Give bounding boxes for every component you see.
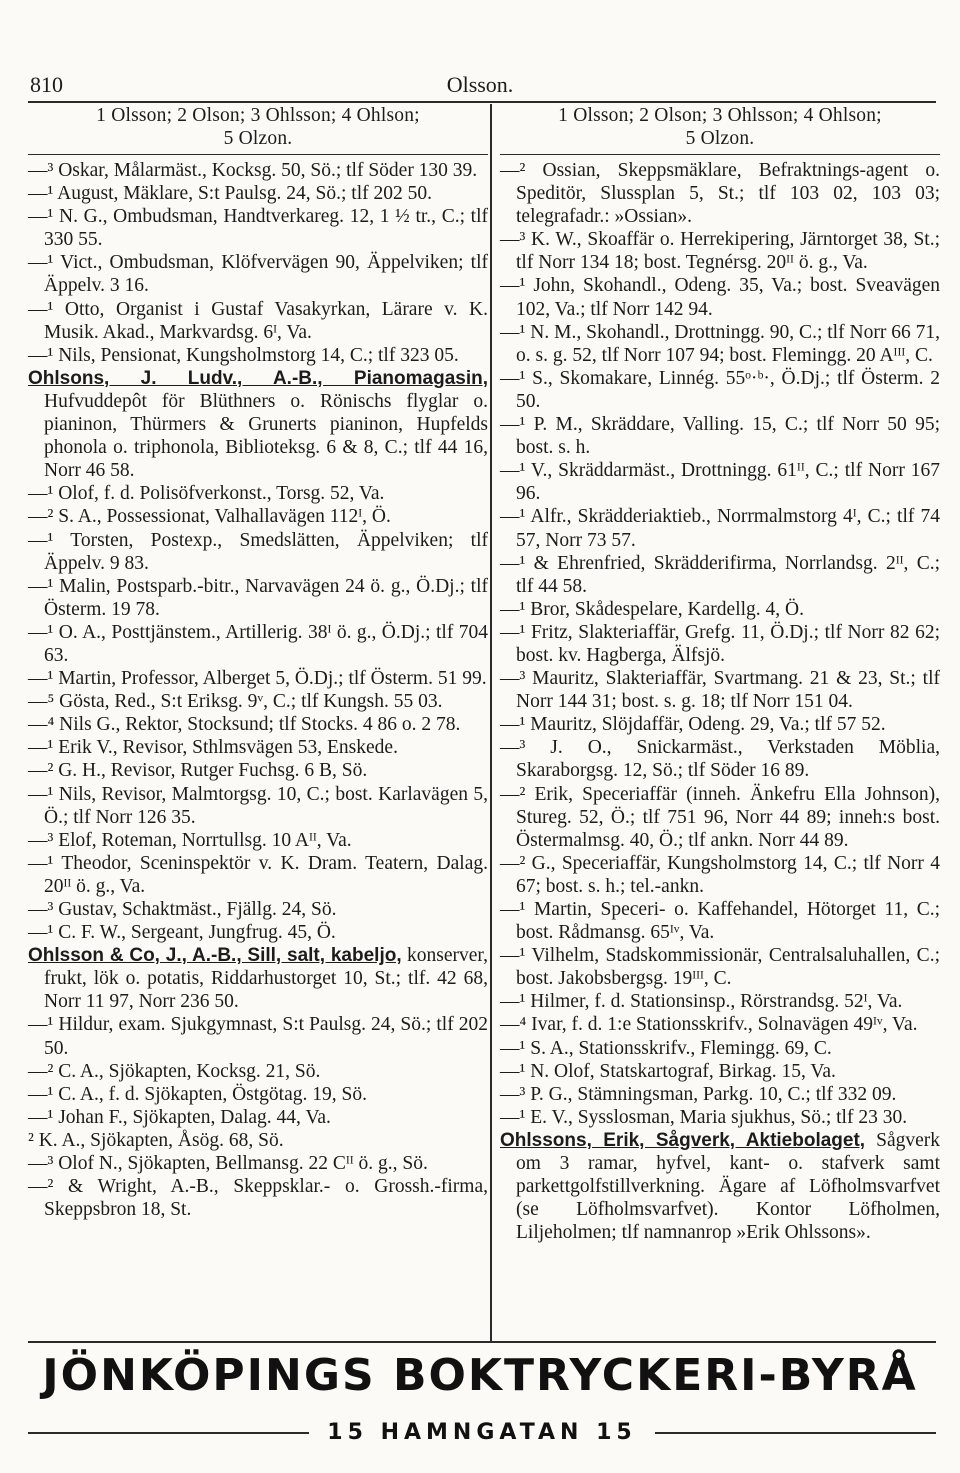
directory-entry: —¹ John, Skohandl., Odeng. 35, Va.; bost. Sveavägen 102, Va.; tlf Norr 142 94.	[500, 275, 940, 320]
directory-entry: —¹ Erik V., Revisor, Sthlmsvägen 53, Enskede.	[28, 737, 398, 759]
printer-address-row	[28, 1420, 936, 1445]
directory-entry: —¹ Malin, Postsparb.-bitr., Narvavägen 24 ö. g., Ö.Dj.; tlf Österm. 19 78.	[28, 575, 488, 620]
directory-entry: —¹ Martin, Professor, Alberget 5, Ö.Dj.; tlf Österm. 51 99.	[28, 668, 487, 690]
left-heading-line2: 5 Olzon.	[223, 128, 293, 149]
directory-entry: —¹ Hilmer, f. d. Stationsinsp., Rörstrandsg. 52ᴵ, Va.	[500, 991, 903, 1013]
directory-entry: —³ Elof, Roteman, Norrtullsg. 10 Aᴵᴵ, Va.	[28, 829, 352, 851]
directory-entry: —⁵ Gösta, Red., S:t Eriksg. 9ᵛ, C.; tlf Kungsh. 55 03.	[28, 691, 443, 713]
company-entry: Ohlssons, Erik, Sågverk, Aktiebolaget, Sågverk om 3 ramar, hyfvel, kant- o. stafverk samt parkettgolfstillverkning. Ägare af Löfholmsvarfvet (se Löfholmsvarfvet). Kontor Löfholmen, Liljeholmen; tlf namnanrop »Erik Ohlssons».	[500, 1129, 940, 1244]
company-entry: Ohlsson & Co, J., A.-B., Sill, salt, kabeljo, konserver, frukt, lök o. potatis, Riddarhustorget 10, St.; tlf. 42 68, Norr 11 97, Norr 236 50.	[28, 945, 488, 1013]
directory-entry: —¹ N. Olof, Statskartograf, Birkag. 15, Va.	[500, 1060, 836, 1082]
directory-entry: —¹ C. A., f. d. Sjökapten, Östgötag. 19, Sö.	[28, 1083, 367, 1105]
directory-entry: —¹ Vilhelm, Stadskommissionär, Centralsaluhallen, C.; bost. Jakobsbergsg. 19ᴵᴵᴵ, C.	[500, 945, 940, 990]
directory-entry: —¹ Johan F., Sjökapten, Dalag. 44, Va.	[28, 1106, 331, 1128]
company-name: Ohlsons, J. Ludv., A.-B., Pianomagasin,	[28, 367, 488, 389]
directory-entry: —¹ N. G., Ombudsman, Handtverkareg. 12, 1 ½ tr., C.; tlf 330 55.	[28, 206, 488, 251]
directory-entry: —¹ Nils, Revisor, Malmtorgsg. 10, C.; bost. Karlavägen 5, Ö.; tlf Norr 126 35.	[28, 783, 488, 828]
directory-entry: —¹ O. A., Posttjänstem., Artillerig. 38ᴵ ö. g., Ö.Dj.; tlf 704 63.	[28, 621, 488, 666]
directory-entry: —³ Mauritz, Slakteriaffär, Svartmang. 21 & 23, St.; tlf Norr 144 31; bost. s. g. 18; tlf Norr 151 04.	[500, 668, 940, 713]
directory-entry: —¹ P. M., Skräddare, Valling. 15, C.; tlf Norr 50 95; bost. s. h.	[500, 414, 940, 459]
top-rule	[28, 101, 936, 103]
directory-entry: —⁴ Ivar, f. d. 1:e Stationsskrifv., Solnavägen 49ᴵᵛ, Va.	[500, 1014, 918, 1036]
directory-entry: —¹ Mauritz, Slöjdaffär, Odeng. 29, Va.; tlf 57 52.	[500, 714, 886, 736]
right-heading-line2: 5 Olzon.	[685, 128, 755, 149]
column-divider	[490, 104, 492, 1341]
directory-entry: —¹ Hildur, exam. Sjukgymnast, S:t Paulsg. 24, Sö.; tlf 202 50.	[28, 1014, 488, 1059]
directory-entry: —² Ossian, Skeppsmäklare, Befraktnings-agent o. Speditör, Slussplan 5, St.; tlf 103 02, 103 03; telegrafadr.: »Ossian».	[500, 160, 940, 228]
directory-entry: —¹ Bror, Skådespelare, Kardellg. 4, Ö.	[500, 598, 804, 620]
directory-entry: ² K. A., Sjökapten, Åsög. 68, Sö.	[28, 1129, 284, 1151]
directory-entry: —² & Wright, A.-B., Skeppsklar.- o. Grossh.-firma, Skeppsbron 18, St.	[28, 1176, 488, 1221]
directory-entry: —¹ Torsten, Postexp., Smedslätten, Äppelviken; tlf Äppelv. 9 83.	[28, 529, 488, 574]
directory-entry: —¹ S., Skomakare, Linnég. 55ᵒ·ᵇ·, Ö.Dj.; tlf Österm. 2 50.	[500, 367, 940, 412]
directory-entry: —¹ C. F. W., Sergeant, Jungfrug. 45, Ö.	[28, 922, 336, 944]
directory-entry: —³ Olof N., Sjökapten, Bellmansg. 22 Cᴵᴵ ö. g., Sö.	[28, 1153, 428, 1175]
directory-entry: —³ J. O., Snickarmäst., Verkstaden Möblia, Skaraborgsg. 12, Sö.; tlf Söder 16 89.	[500, 737, 940, 782]
right-heading-line1: 1 Olsson; 2 Olson; 3 Ohlsson; 4 Ohlson;	[558, 105, 882, 126]
company-name: Ohlsson & Co, J., A.-B., Sill, salt, kabeljo,	[28, 945, 402, 967]
right-column	[500, 104, 940, 1244]
company-entry: Ohlsons, J. Ludv., A.-B., Pianomagasin, Hufvuddepôt för Blüthners o. Rönischs flyglar o. pianinon, Thürmers & Grunerts pianinon, Hupfelds phonola o. triphonola, Biblioteksg. 6 & 8, C.; tlf 44 16, Norr 46 58.	[28, 367, 488, 482]
company-name: Ohlssons, Erik, Sågverk, Aktiebolaget,	[500, 1129, 866, 1151]
directory-entry: —¹ Alfr., Skrädderiaktieb., Norrmalmstorg 4ᴵ, C.; tlf 74 57, Norr 73 57.	[500, 506, 940, 551]
directory-entry: —¹ & Ehrenfried, Skrädderifirma, Norrlandsg. 2ᴵᴵ, C.; tlf 44 58.	[500, 552, 940, 597]
directory-entry: —¹ V., Skräddarmäst., Drottningg. 61ᴵᴵ, C.; tlf Norr 167 96.	[500, 460, 940, 505]
printer-address: 15 HAMNGATAN 15	[327, 1420, 637, 1445]
directory-entry: —³ Oskar, Målarmäst., Kocksg. 50, Sö.; tlf Söder 130 39.	[28, 160, 478, 181]
right-column-heading	[500, 104, 940, 155]
directory-entry: —¹ Martin, Speceri- o. Kaffehandel, Hötorget 11, C.; bost. Rådmansg. 65ᴵᵛ, Va.	[500, 899, 940, 944]
directory-entry: —¹ Vict., Ombudsman, Klöfvervägen 90, Äppelviken; tlf Äppelv. 3 16.	[28, 252, 488, 297]
right-entry-list	[500, 159, 940, 1244]
directory-entry: —³ P. G., Stämningsman, Parkg. 10, C.; tlf 332 09.	[500, 1083, 897, 1105]
directory-entry: —¹ Otto, Organist i Gustaf Vasakyrkan, Lärare v. K. Musik. Akad., Markvardsg. 6ᴵ, Va.	[28, 298, 488, 343]
printer-banner: JÖNKÖPINGS BOKTRYCKERI-BYRÅ	[42, 1350, 918, 1401]
directory-entry: —² Erik, Speceriaffär (inneh. Änkefru Ella Johnson), Stureg. 52, Ö.; tlf 751 96, Norr 44 89; inneh:s bost. Östermalmsg. 40, Ö.; tlf ankn. Norr 44 89.	[500, 783, 940, 851]
address-rule-right	[655, 1432, 936, 1434]
directory-entry: —⁴ Nils G., Rektor, Stocksund; tlf Stocks. 4 86 o. 2 78.	[28, 714, 461, 736]
directory-entry: —¹ N. M., Skohandl., Drottningg. 90, C.; tlf Norr 66 71, o. s. g. 52, tlf Norr 107 94; bost. Flemingg. 20 Aᴵᴵᴵ, C.	[500, 321, 940, 366]
directory-entry: —¹ Theodor, Sceninspektör v. K. Dram. Teatern, Dalag. 20ᴵᴵ ö. g., Va.	[28, 852, 488, 897]
directory-entry: —² G., Speceriaffär, Kungsholmstorg 14, C.; tlf Norr 4 67; bost. s. h.; tel.-ankn.	[500, 852, 940, 897]
directory-entry: —² C. A., Sjökapten, Kocksg. 21, Sö.	[28, 1060, 321, 1082]
footer-rule	[28, 1341, 936, 1343]
directory-entry: —¹ E. V., Sysslosman, Maria sjukhus, Sö.; tlf 23 30.	[500, 1106, 908, 1128]
directory-entry: —³ K. W., Skoaffär o. Herrekipering, Järntorget 38, St.; tlf Norr 134 18; bost. Tegnérsg. 20ᴵᴵ ö. g., Va.	[500, 229, 940, 274]
directory-entry: —¹ Olof, f. d. Polisöfverkonst., Torsg. 52, Va.	[28, 483, 385, 505]
directory-entry: —¹ S. A., Stationsskrifv., Flemingg. 69, C.	[500, 1037, 832, 1059]
directory-entry: —² G. H., Revisor, Rutger Fuchsg. 6 B, Sö.	[28, 760, 368, 782]
left-heading-line1: 1 Olsson; 2 Olson; 3 Ohlsson; 4 Ohlson;	[96, 105, 420, 126]
left-entry-list	[28, 159, 488, 1221]
left-column-heading	[28, 104, 488, 155]
directory-entry: —¹ August, Mäklare, S:t Paulsg. 24, Sö.; tlf 202 50.	[28, 183, 432, 205]
directory-entry: —¹ Nils, Pensionat, Kungsholmstorg 14, C.; tlf 323 05.	[28, 344, 459, 366]
page-number: 810	[30, 72, 63, 97]
directory-entry: —¹ Fritz, Slakteriaffär, Grefg. 11, Ö.Dj.; tlf Norr 82 62; bost. kv. Hagberga, Älfsjö.	[500, 621, 940, 666]
address-rule-left	[28, 1432, 309, 1434]
directory-entry: —³ Gustav, Schaktmäst., Fjällg. 24, Sö.	[28, 899, 337, 920]
left-column	[28, 104, 488, 1221]
directory-entry: —² S. A., Possessionat, Valhallavägen 112ᴵ, Ö.	[28, 506, 391, 528]
running-title: Olsson.	[446, 72, 514, 97]
